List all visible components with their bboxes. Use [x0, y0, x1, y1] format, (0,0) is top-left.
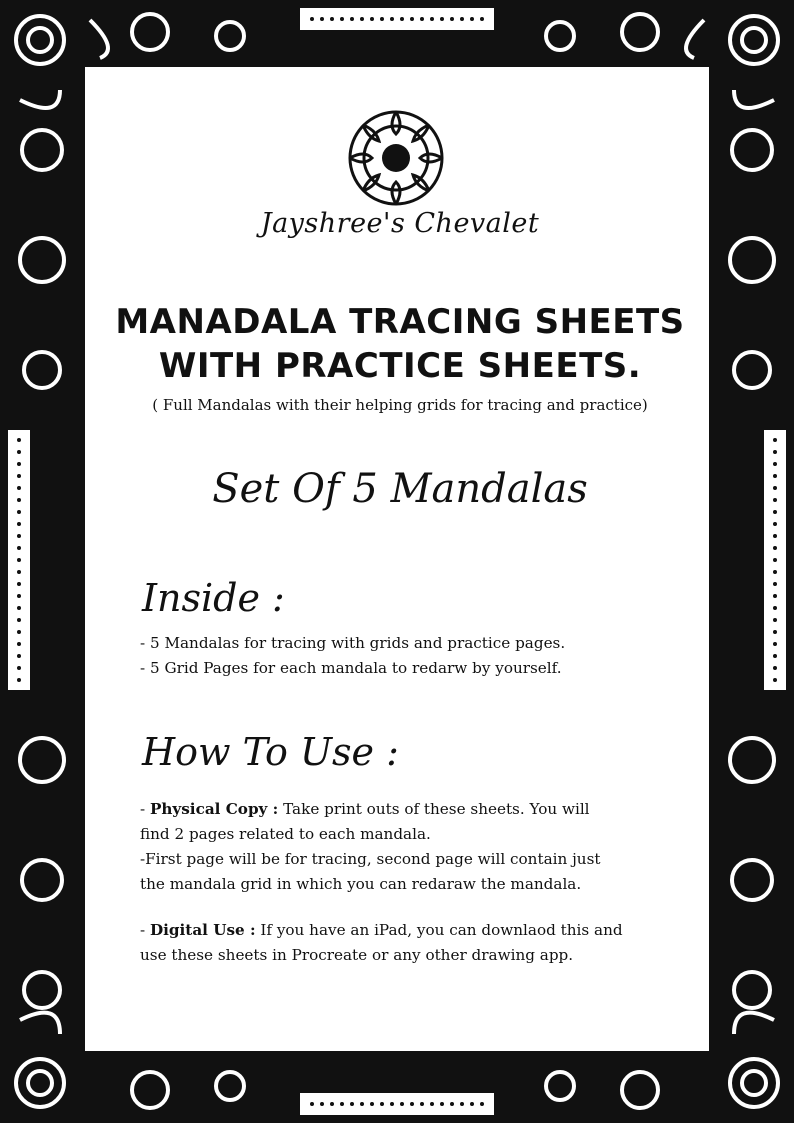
- physical-copy-line-4: the mandala grid in which you can redaraw the mandala.: [140, 875, 582, 893]
- title-line-2: WITH PRACTICE SHEETS.: [158, 346, 642, 386]
- how-to-use-heading: How To Use :: [142, 730, 399, 774]
- digital-use-line-1: - Digital Use : If you have an iPad, you can downlaod this and: [140, 921, 623, 939]
- mandala-logo-icon: [344, 106, 448, 210]
- physical-copy-line-1: - Physical Copy : Take print outs of these sheets. You will: [140, 800, 590, 818]
- subtitle: ( Full Mandalas with their helping grids for tracing and practice): [152, 396, 648, 414]
- physical-copy-line-3: -First page will be for tracing, second page will contain just: [140, 850, 601, 868]
- inside-item-2: - 5 Grid Pages for each mandala to redarw by yourself.: [140, 659, 562, 677]
- physical-copy-line-2: find 2 pages related to each mandala.: [140, 825, 431, 843]
- digital-use-label: Digital Use :: [149, 921, 256, 939]
- digital-use-line-2: use these sheets in Procreate or any other drawing app.: [140, 946, 574, 964]
- physical-copy-label: Physical Copy :: [149, 800, 279, 818]
- set-title: Set Of 5 Mandalas: [212, 466, 588, 512]
- inside-heading: Inside :: [142, 576, 285, 620]
- inside-item-1: - 5 Mandalas for tracing with grids and practice pages.: [140, 634, 566, 652]
- title-line-1: MANADALA TRACING SHEETS: [115, 302, 685, 342]
- brand-name: Jayshree's Chevalet: [260, 208, 540, 239]
